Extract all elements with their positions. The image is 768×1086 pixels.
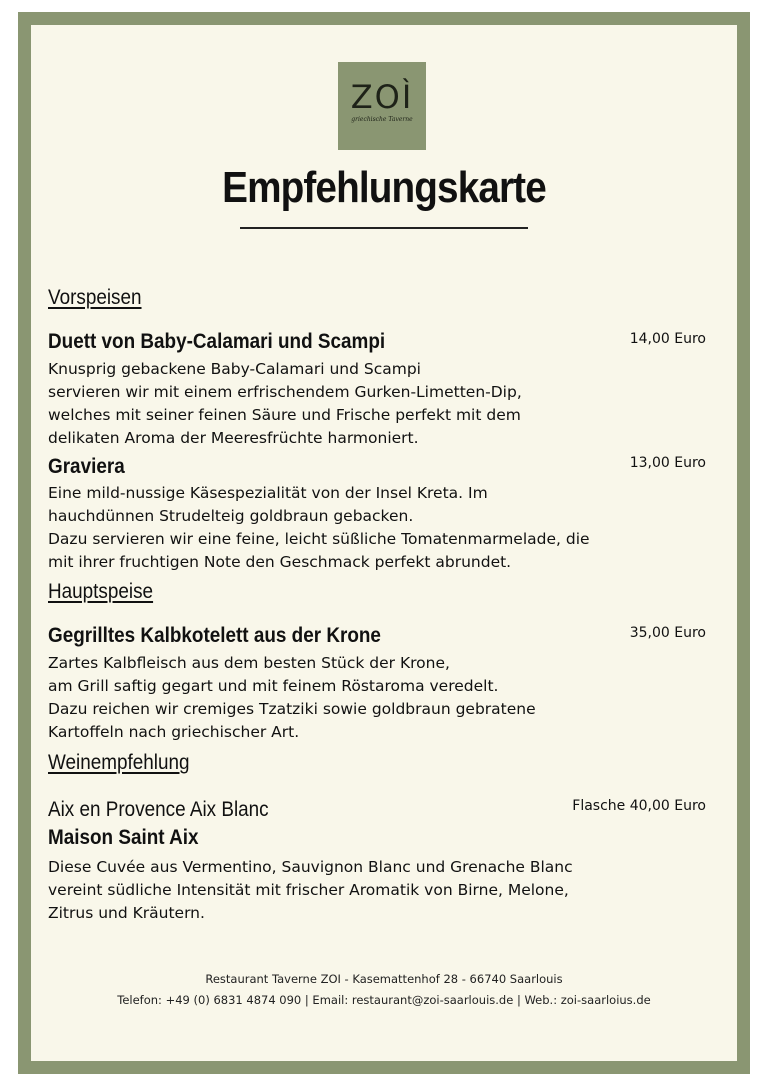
dish-price: 13,00 Euro: [629, 455, 706, 471]
description-line: Dazu reichen wir cremiges Tzatziki sowie goldbraun gebratene: [48, 700, 536, 718]
dish-name: Graviera: [48, 455, 125, 478]
dish-name: Gegrilltes Kalbkotelett aus der Krone: [48, 624, 381, 647]
footer-contact: Telefon: +49 (0) 6831 4874 090 | Email: restaurant@zoi-saarlouis.de | Web.: zoi-saarloius.de: [117, 993, 651, 1007]
footer-address: Restaurant Taverne ZOI - Kasemattenhof 28 - 66740 Saarlouis: [205, 972, 563, 986]
section-heading-hauptspeise: Hauptspeise: [48, 580, 154, 603]
description-line: Zitrus und Kräutern.: [48, 904, 205, 922]
title-underline: [240, 227, 528, 229]
description-line: vereint südliche Intensität mit frischer Aromatik von Birne, Melone,: [48, 881, 569, 899]
section-heading-vorspeisen: Vorspeisen: [48, 286, 142, 309]
description-line: Eine mild-nussige Käsespezialität von der Insel Kreta. Im: [48, 484, 488, 502]
description-line: welches mit seiner feinen Säure und Frische perfekt mit dem: [48, 406, 521, 424]
wine-description: [48, 856, 728, 925]
dish-description: [48, 652, 728, 744]
wine-name: Maison Saint Aix: [48, 826, 199, 849]
dish-description: [48, 358, 728, 450]
description-line: Diese Cuvée aus Vermentino, Sauvignon Blanc und Grenache Blanc: [48, 858, 573, 876]
wine-price: Flasche 40,00 Euro: [572, 798, 706, 814]
wine-origin: Aix en Provence Aix Blanc: [48, 798, 269, 821]
dish-price: 35,00 Euro: [629, 625, 706, 641]
description-line: am Grill saftig gegart und mit feinem Röstaroma veredelt.: [48, 677, 499, 695]
restaurant-logo: [338, 62, 426, 150]
dish-price: 14,00 Euro: [629, 331, 706, 347]
description-line: servieren wir mit einem erfrischendem Gurken-Limetten-Dip,: [48, 383, 522, 401]
dish-description: [48, 482, 728, 574]
section-heading-weinempfehlung: Weinempfehlung: [48, 751, 190, 774]
description-line: Zartes Kalbfleisch aus dem besten Stück der Krone,: [48, 654, 450, 672]
page-title: Empfehlungskarte: [222, 163, 546, 212]
description-line: hauchdünnen Strudelteig goldbraun gebacken.: [48, 507, 414, 525]
description-line: mit ihrer fruchtigen Note den Geschmack perfekt abrundet.: [48, 553, 512, 571]
description-line: Dazu servieren wir eine feine, leicht süßliche Tomatenmarmelade, die: [48, 530, 590, 548]
description-line: delikaten Aroma der Meeresfrüchte harmoniert.: [48, 429, 419, 447]
logo-wordmark: ZOÌ: [350, 78, 414, 116]
description-line: Knusprig gebackene Baby-Calamari und Scampi: [48, 360, 421, 378]
logo-tagline: griechische Taverne: [351, 116, 413, 123]
description-line: Kartoffeln nach griechischer Art.: [48, 723, 300, 741]
dish-name: Duett von Baby-Calamari und Scampi: [48, 330, 386, 353]
